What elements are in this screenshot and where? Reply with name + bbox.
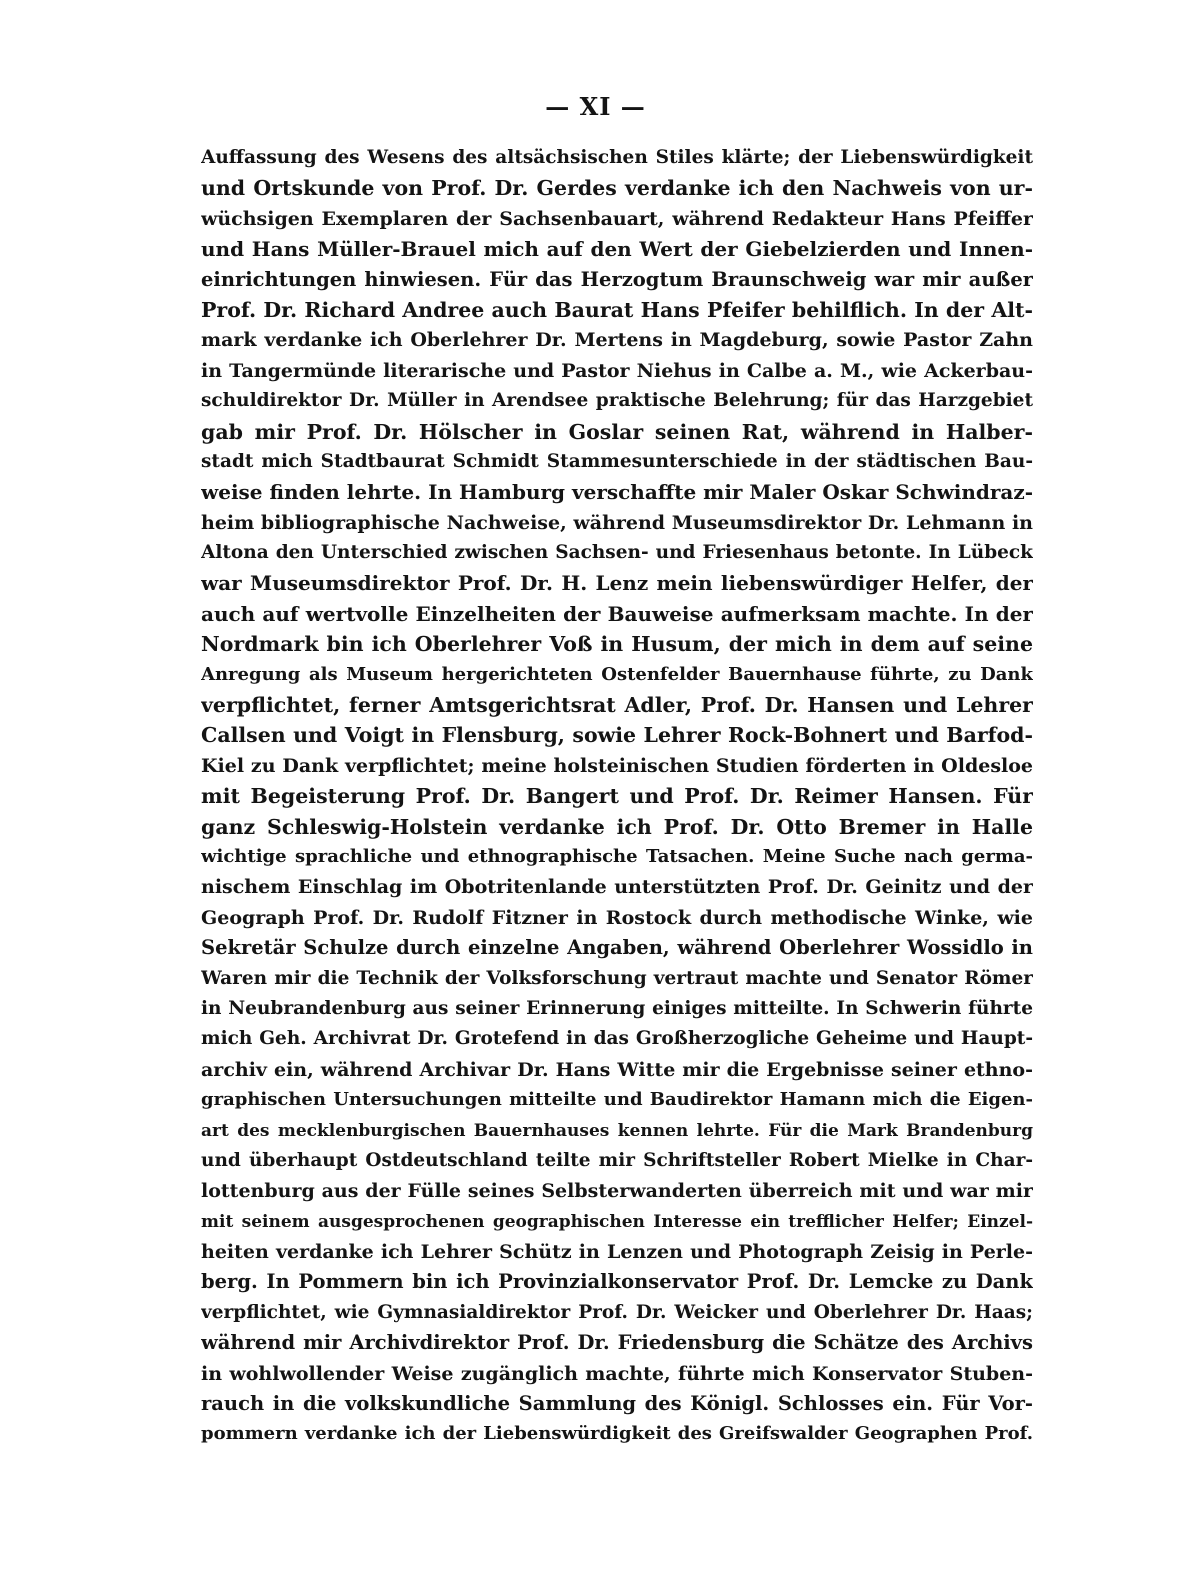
text-line: Nordmark bin ich Oberlehrer Voß in Husum, der mich in dem auf seine xyxy=(201,632,1033,657)
text-line: Prof. Dr. Richard Andree auch Baurat Hans Pfeifer behilflich. In der Alt- xyxy=(201,297,1033,322)
text-line: mit seinem ausgesprochenen geographischen Interesse ein trefflicher Helfer; Einzel- xyxy=(201,1211,1033,1232)
text-line: Callsen und Voigt in Flensburg, sowie Lehrer Rock-Bohnert und Barfod- xyxy=(201,723,1033,748)
text-line: verpflichtet, ferner Amtsgerichtsrat Adler, Prof. Dr. Hansen und Lehrer xyxy=(201,693,1033,718)
text-line: Altona den Unterschied zwischen Sachsen- und Friesenhaus betonte. In Lübeck xyxy=(201,542,1033,564)
text-line: pommern verdanke ich der Liebenswürdigkeit des Greifswalder Geographen Prof. xyxy=(201,1423,1033,1445)
text-line: schuldirektor Dr. Müller in Arendsee praktische Belehrung; für das Harzgebiet xyxy=(201,390,1033,412)
text-line: wüchsigen Exemplaren der Sachsenbauart, während Redakteur Hans Pfeiffer xyxy=(201,207,1033,230)
text-line: verpflichtet, wie Gymnasialdirektor Prof. Dr. Weicker und Oberlehrer Dr. Haas; xyxy=(201,1301,1033,1323)
text-line: und Hans Müller-Brauel mich auf den Wert der Giebelzierden und Innen- xyxy=(201,237,1033,262)
text-line: art des mecklenburgischen Bauernhauses kennen lehrte. Für die Mark Brandenburg xyxy=(201,1120,1033,1141)
text-line: in Tangermünde literarische und Pastor Niehus in Calbe a. M., wie Ackerbau- xyxy=(201,359,1033,382)
text-line: heim bibliographische Nachweise, während Museumsdirektor Dr. Lehmann in xyxy=(201,511,1033,534)
page-number: — XI — xyxy=(545,92,646,121)
body-text xyxy=(201,143,1033,1450)
text-line: während mir Archivdirektor Prof. Dr. Friedensburg die Schätze des Archivs xyxy=(201,1331,1033,1355)
text-line: Waren mir die Technik der Volksforschung vertraut machte und Senator Römer xyxy=(201,967,1033,989)
text-line: Auffassung des Wesens des altsächsischen Stiles klärte; der Liebenswürdigkeit xyxy=(201,147,1033,168)
text-line: archiv ein, während Archivar Dr. Hans Witte mir die Ergebnisse seiner ethno- xyxy=(201,1058,1033,1081)
text-line: berg. In Pommern bin ich Provinzialkonservator Prof. Dr. Lemcke zu Dank xyxy=(201,1270,1033,1294)
text-line: Anregung als Museum hergerichteten Ostenfelder Bauernhause führte, zu Dank xyxy=(201,663,1033,685)
text-line: heiten verdanke ich Lehrer Schütz in Lenzen und Photograph Zeisig in Perle- xyxy=(201,1241,1033,1264)
text-line: mark verdanke ich Oberlehrer Dr. Mertens in Magdeburg, sowie Pastor Zahn xyxy=(201,329,1033,352)
text-line: weise finden lehrte. In Hamburg verschaffte mir Maler Oskar Schwindraz- xyxy=(201,480,1033,505)
text-line: lottenburg aus der Fülle seines Selbsterwanderten überreich mit und war mir xyxy=(201,1180,1033,1203)
text-line: und Ortskunde von Prof. Dr. Gerdes verdanke ich den Nachweis von ur- xyxy=(201,176,1033,201)
text-line: gab mir Prof. Dr. Hölscher in Goslar seinen Rat, während in Halber- xyxy=(201,419,1033,444)
text-line: rauch in die volkskundliche Sammlung des Königl. Schlosses ein. Für Vor- xyxy=(201,1392,1033,1416)
text-line: auch auf wertvolle Einzelheiten der Bauweise aufmerksam machte. In der xyxy=(201,601,1033,626)
text-line: in Neubrandenburg aus seiner Erinnerung einiges mitteilte. In Schwerin führte xyxy=(201,997,1033,1019)
text-line: graphischen Untersuchungen mitteilte und Baudirektor Hamann mich die Eigen- xyxy=(201,1089,1033,1111)
text-line: stadt mich Stadtbaurat Schmidt Stammesunterschiede in der städtischen Bau- xyxy=(201,450,1033,472)
text-line: einrichtungen hinwiesen. Für das Herzogtum Braunschweig war mir außer xyxy=(201,267,1033,291)
text-line: in wohlwollender Weise zugänglich machte, führte mich Konservator Stuben- xyxy=(201,1362,1033,1385)
text-line: mit Begeisterung Prof. Dr. Bangert und Prof. Dr. Reimer Hansen. Für xyxy=(201,784,1033,809)
text-line: Kiel zu Dank verpflichtet; meine holsteinischen Studien förderten in Oldesloe xyxy=(201,754,1033,777)
text-line: Geograph Prof. Dr. Rudolf Fitzner in Rostock durch methodische Winke, wie xyxy=(201,906,1033,929)
text-line: ganz Schleswig-Holstein verdanke ich Prof. Dr. Otto Bremer in Halle xyxy=(201,814,1033,839)
text-line: war Museumsdirektor Prof. Dr. H. Lenz mein liebenswürdiger Helfer, der xyxy=(201,571,1033,596)
text-line: wichtige sprachliche und ethnographische Tatsachen. Meine Suche nach germa- xyxy=(201,845,1033,867)
text-line: nischem Einschlag im Obotritenlande unterstützten Prof. Dr. Geinitz und der xyxy=(201,876,1033,899)
text-line: und überhaupt Ostdeutschland teilte mir Schriftsteller Robert Mielke in Char- xyxy=(201,1149,1033,1171)
text-line: mich Geh. Archivrat Dr. Grotefend in das Großherzogliche Geheime und Haupt- xyxy=(201,1028,1033,1050)
text-line: Sekretär Schulze durch einzelne Angaben, während Oberlehrer Wossidlo in xyxy=(201,936,1033,960)
